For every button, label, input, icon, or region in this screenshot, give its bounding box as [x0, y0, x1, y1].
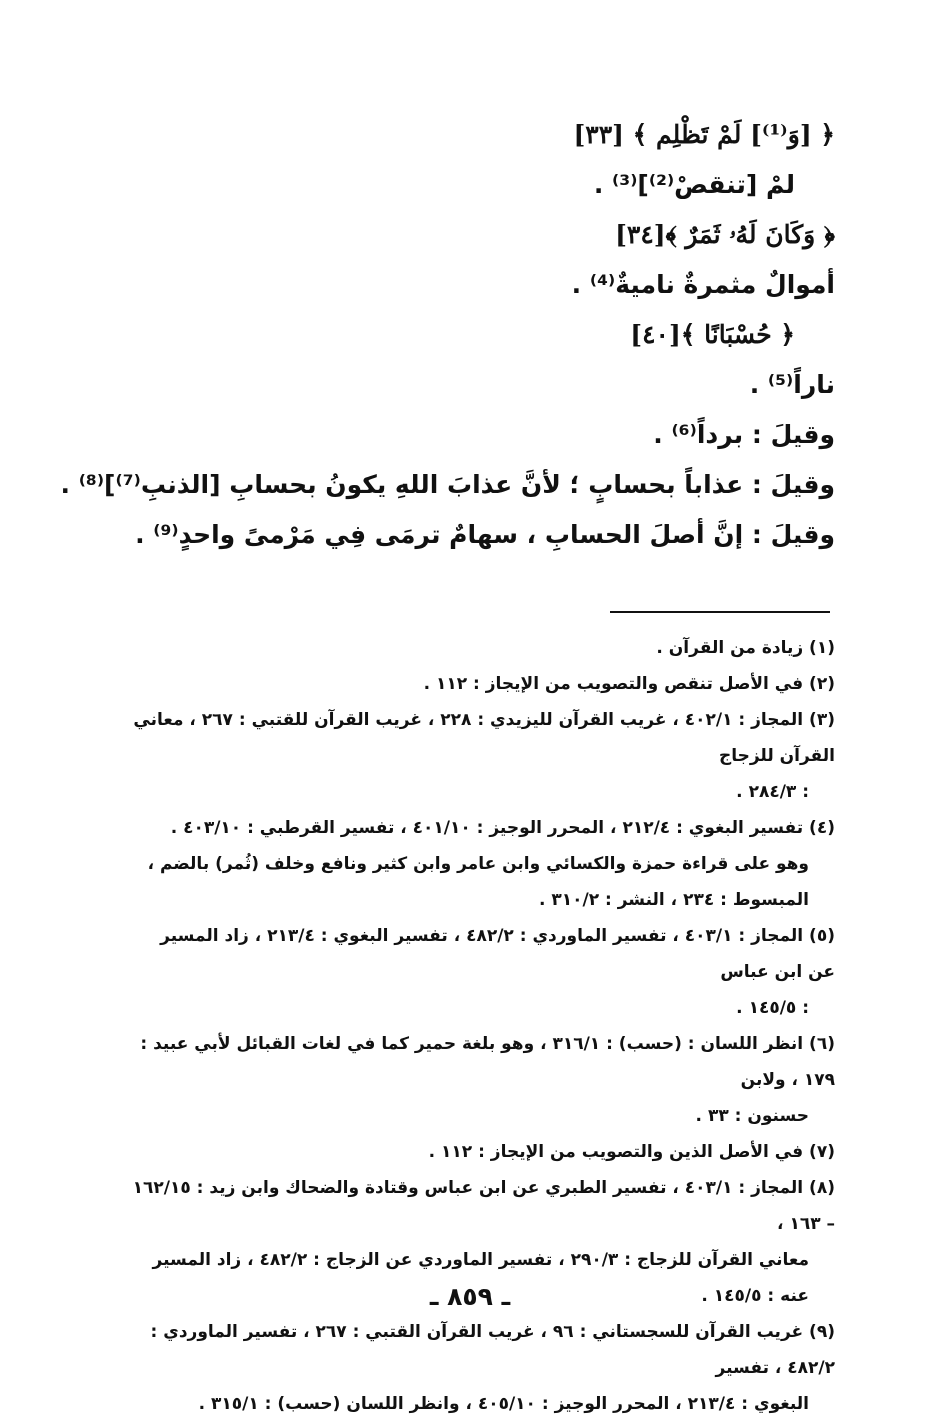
footnote-continuation: وهو على قراءة حمزة والكسائي وابن عامر وابن كثير ونافع وخلف (ثُمر) بالضم ، المبسوط : ٢٣٤ ، النشر : ٣١٠/٢ . [147, 854, 809, 910]
verse-line: ﴿ حُسْبَانًا ﴾[٤٠] [630, 320, 795, 349]
footnote-text: (٤) تفسير البغوي : ٢١٢/٤ ، المحرر الوجيز : ٤٠١/١٠ ، تفسير القرطبي : ٤٠٣/١٠ . [170, 818, 835, 838]
footnote-continuation: معاني القرآن للزجاج : ٢٩٠/٣ ، تفسير الماوردي عن الزجاج : ٤٨٢/٢ ، زاد المسير عنه : ١٤٥/٥ . [152, 1250, 809, 1306]
footnote-continuation: البغوي : ٢١٣/٤ ، المحرر الوجيز : ٤٠٥/١٠ ، وانظر اللسان (حسب) : ٣١٥/١ . [198, 1394, 809, 1414]
footnote-text: (٣) المجاز : ٤٠٢/١ ، غريب القرآن لليزيدي : ٢٢٨ ، غريب القرآن للقتبي : ٢٦٧ ، معاني القرآن للزجاج [133, 710, 835, 766]
commentary-line: وقيلَ : إنَّ أصلَ الحسابِ ، سهامٌ ترمَى فِي مَرْمىً واحدٍ⁽⁹⁾ . [135, 520, 835, 549]
footnote [128, 630, 835, 666]
footnote [128, 1134, 835, 1170]
commentary-line: أموالٌ مثمرةٌ ناميةٌ⁽⁴⁾ . [571, 270, 835, 299]
footnote-continuation: : ٢٨٤/٣ . [736, 782, 809, 802]
footnote [128, 810, 835, 918]
footnote-text: (٧) في الأصل الذين والتصويب من الإيجاز : ١١٢ . [428, 1142, 835, 1162]
main-text [60, 110, 835, 560]
footnote [128, 1314, 835, 1422]
footnote-divider [610, 611, 830, 613]
footnote [128, 1026, 835, 1134]
footnote-text: (٦) انظر اللسان : (حسب) : ٣١٦/١ ، وهو بلغة حمير كما في لغات القبائل لأبي عبيد : ١٧٩ ، ولابن [140, 1034, 835, 1090]
footnote [128, 702, 835, 810]
footnote-text: (٩) غريب القرآن للسجستاني : ٩٦ ، غريب القرآن القتبي : ٢٦٧ ، تفسير الماوردي : ٤٨٢/٢ ، تفسير [150, 1322, 835, 1378]
commentary-line: لمْ [تنقصْ⁽²⁾]⁽³⁾ . [593, 170, 795, 199]
verse-line: ﴿ [وَ⁽¹⁾] لَمْ تَظْلِم ﴾ [٣٣] [573, 120, 835, 149]
page-number: ـ ٨٥٩ ـ [429, 1282, 511, 1311]
footnote-text: (٥) المجاز : ٤٠٣/١ ، تفسير الماوردي : ٤٨٢/٢ ، تفسير البغوي : ٢١٣/٤ ، زاد المسير عن ابن عباس [160, 926, 835, 982]
footnote-text: (١) زيادة من القرآن . [656, 638, 835, 658]
commentary-line: ناراً⁽⁵⁾ . [749, 370, 835, 399]
footnote-text: (٢) في الأصل تنقص والتصويب من الإيجاز : ١١٢ . [423, 674, 835, 694]
footnote-text: (٨) المجاز : ٤٠٣/١ ، تفسير الطبري عن ابن عباس وقتادة والضحاك وابن زيد : ١٦٢/١٥ – ١٦٣ ، [132, 1178, 835, 1234]
footnote [128, 666, 835, 702]
commentary-line: وقيلَ : برداً⁽⁶⁾ . [653, 420, 835, 449]
footnote [128, 918, 835, 1026]
commentary-line: وقيلَ : عذاباً بحسابٍ ؛ لأنَّ عذابَ اللهِ يكونُ بحسابِ [الذنبِ⁽⁷⁾]⁽⁸⁾ . [60, 470, 835, 499]
footnote-continuation: : ١٤٥/٥ . [736, 998, 809, 1018]
verse-line: ﴿ وَكَانَ لَهُۥ ثَمَرٌ ﴾[٣٤] [615, 220, 835, 249]
footnote-continuation: حسنون : ٣٣ . [695, 1106, 809, 1126]
